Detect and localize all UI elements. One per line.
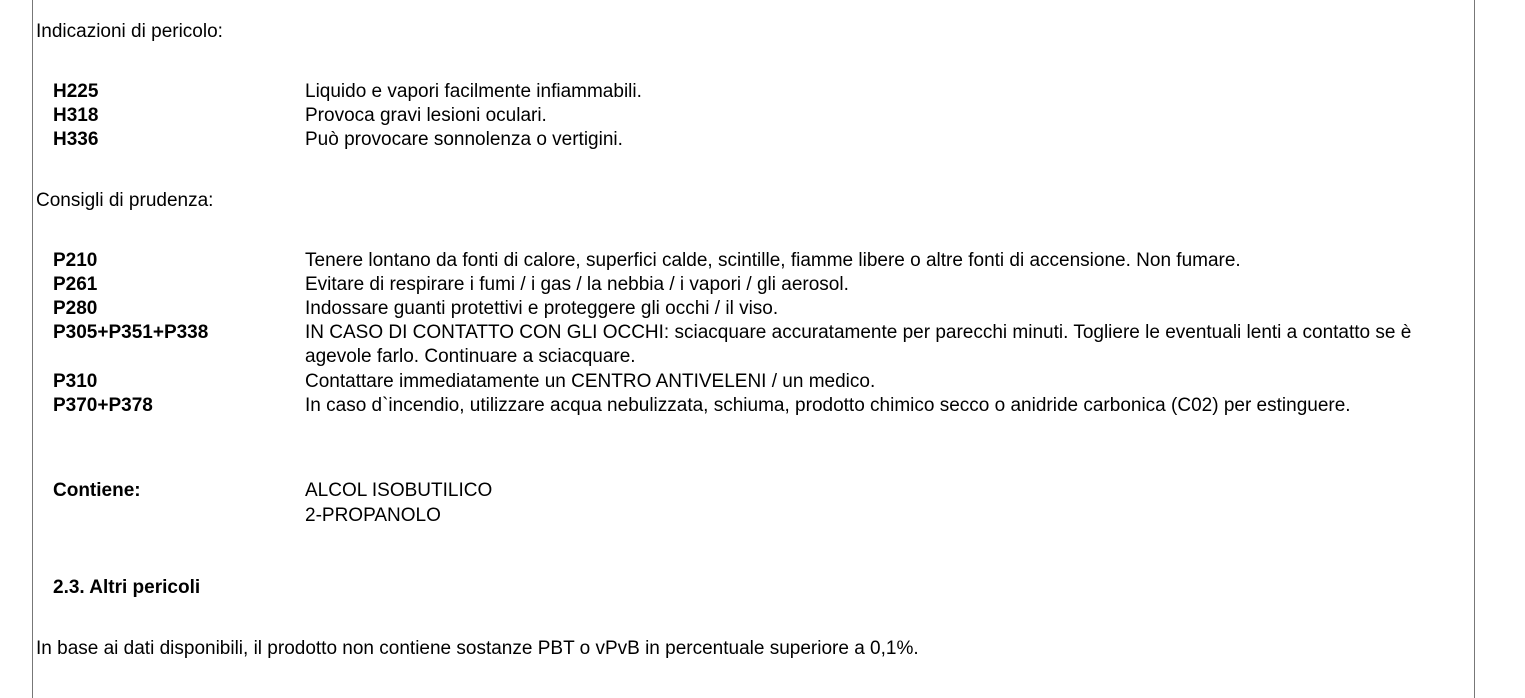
hazard-code: H318 xyxy=(53,105,99,126)
precaution-heading: Consigli di prudenza: xyxy=(36,190,214,211)
precaution-text: Indossare guanti protettivi e proteggere gli occhi / il viso. xyxy=(305,298,779,319)
hazard-text: Liquido e vapori facilmente infiammabili. xyxy=(305,81,642,102)
precaution-text: Tenere lontano da fonti di calore, superfici calde, scintille, fiamme libere o altre fonti di accensione. Non fumare. xyxy=(305,250,1241,271)
contains-substance: ALCOL ISOBUTILICO xyxy=(305,480,493,501)
other-hazards-text: In base ai dati disponibili, il prodotto non contiene sostanze PBT o vPvB in percentuale superiore a 0,1%. xyxy=(36,638,919,659)
precaution-text: Contattare immediatamente un CENTRO ANTIVELENI / un medico. xyxy=(305,371,876,392)
hazard-code: H336 xyxy=(53,129,99,150)
precaution-code: P370+P378 xyxy=(53,395,153,416)
hazard-text: Può provocare sonnolenza o vertigini. xyxy=(305,129,623,150)
precaution-code: P210 xyxy=(53,250,98,271)
precaution-text: Evitare di respirare i fumi / i gas / la nebbia / i vapori / gli aerosol. xyxy=(305,274,849,295)
contains-substance: 2-PROPANOLO xyxy=(305,505,441,526)
section-title: 2.3. Altri pericoli xyxy=(53,577,201,598)
precaution-text: IN CASO DI CONTATTO CON GLI OCCHI: sciacquare accuratamente per parecchi minuti. Togliere le eventuali lenti a contatto se è agevole farlo. Continuare a sciacquare. xyxy=(305,322,1412,367)
precaution-code: P261 xyxy=(53,274,98,295)
precaution-code: P310 xyxy=(53,371,98,392)
precaution-text: In caso d`incendio, utilizzare acqua nebulizzata, schiuma, prodotto chimico secco o anidride carbonica (C02) per estinguere. xyxy=(305,395,1351,416)
contains-label: Contiene: xyxy=(53,480,141,501)
precaution-code: P280 xyxy=(53,298,98,319)
hazard-code: H225 xyxy=(53,81,99,102)
hazard-text: Provoca gravi lesioni oculari. xyxy=(305,105,547,126)
hazard-heading: Indicazioni di pericolo: xyxy=(36,21,223,42)
precaution-code: P305+P351+P338 xyxy=(53,322,209,343)
